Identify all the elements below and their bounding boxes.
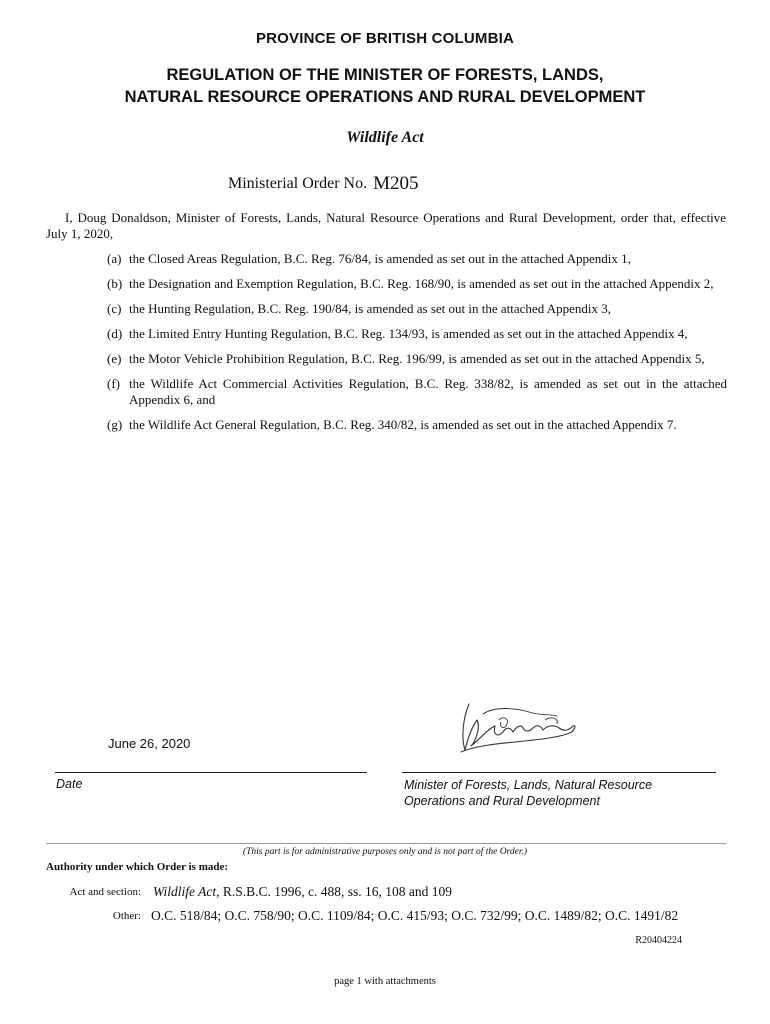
- act-section-value: [153, 884, 452, 900]
- regulation-title: [0, 64, 770, 108]
- list-item-label: (d): [107, 326, 123, 341]
- ministerial-order-line: [228, 172, 418, 194]
- list-item: [107, 351, 727, 367]
- administrative-note: (This part is for administrative purposes only and is not part of the Order.): [242, 847, 528, 857]
- list-item-label: (g): [107, 417, 123, 432]
- administrative-divider: [46, 843, 726, 844]
- list-item: [107, 251, 727, 267]
- regulation-title-line-1: REGULATION OF THE MINISTER OF FORESTS, LANDS,: [166, 66, 604, 84]
- reference-code: R20404224: [635, 935, 682, 946]
- list-item-text: the Limited Entry Hunting Regulation, B.C. Reg. 134/93, is amended as set out in the attached Appendix 4,: [129, 326, 688, 341]
- amendment-list: [107, 251, 727, 442]
- order-number: M205: [373, 173, 419, 194]
- handwritten-signature-icon: [455, 698, 585, 758]
- date-label: Date: [56, 777, 83, 791]
- list-item: [107, 376, 727, 408]
- list-item-label: (e): [107, 351, 122, 366]
- regulation-title-line-2: NATURAL RESOURCE OPERATIONS AND RURAL DEVELOPMENT: [124, 88, 646, 106]
- order-intro-paragraph: I, Doug Donaldson, Minister of Forests, Lands, Natural Resource Operations and Rural Development, order that, effective July 1, 2020,: [46, 210, 726, 241]
- signing-date: June 26, 2020: [108, 736, 191, 751]
- list-item-text: the Designation and Exemption Regulation, B.C. Reg. 168/90, is amended as set out in the attached Appendix 2,: [129, 276, 714, 291]
- list-item: [107, 301, 727, 317]
- page-footer: page 1 with attachments: [334, 976, 436, 987]
- list-item-label: (c): [107, 301, 122, 316]
- act-section-citation: , R.S.B.C. 1996, c. 488, ss. 16, 108 and 109: [216, 884, 453, 899]
- act-name: Wildlife Act: [346, 129, 424, 146]
- order-label: Ministerial Order No.: [228, 175, 368, 192]
- other-authority-label: Other:: [112, 910, 141, 922]
- list-item-text: the Motor Vehicle Prohibition Regulation, B.C. Reg. 196/99, is amended as set out in the attached Appendix 5,: [129, 351, 705, 366]
- other-authority-value: O.C. 518/84; O.C. 758/90; O.C. 1109/84; O.C. 415/93; O.C. 732/99; O.C. 1489/82; O.C. 1491/82: [151, 908, 679, 923]
- list-item-text: the Wildlife Act General Regulation, B.C. Reg. 340/82, is amended as set out in the attached Appendix 7.: [129, 417, 677, 432]
- date-signature-line: [55, 772, 367, 773]
- minister-title-line-1: Minister of Forests, Lands, Natural Resource: [404, 778, 653, 792]
- authority-heading: Authority under which Order is made:: [46, 861, 229, 873]
- list-item-text: the Closed Areas Regulation, B.C. Reg. 76/84, is amended as set out in the attached Appendix 1,: [129, 251, 631, 266]
- list-item-label: (b): [107, 276, 123, 291]
- list-item-label: (f): [107, 376, 120, 391]
- list-item-text: the Wildlife Act Commercial Activities Regulation, B.C. Reg. 338/82, is amended as set out in the attached Appendix 6, and: [129, 376, 727, 407]
- list-item: [107, 326, 727, 342]
- list-item: [107, 417, 727, 433]
- minister-title-label: [404, 777, 652, 809]
- list-item-label: (a): [107, 251, 122, 266]
- act-section-act-name: Wildlife Act: [153, 884, 217, 899]
- province-heading: PROVINCE OF BRITISH COLUMBIA: [255, 30, 515, 47]
- list-item-text: the Hunting Regulation, B.C. Reg. 190/84, is amended as set out in the attached Appendix 3,: [129, 301, 612, 316]
- minister-signature-line: [402, 772, 716, 773]
- act-section-label: Act and section:: [69, 886, 141, 898]
- minister-title-line-2: Operations and Rural Development: [404, 794, 600, 808]
- list-item: [107, 276, 727, 292]
